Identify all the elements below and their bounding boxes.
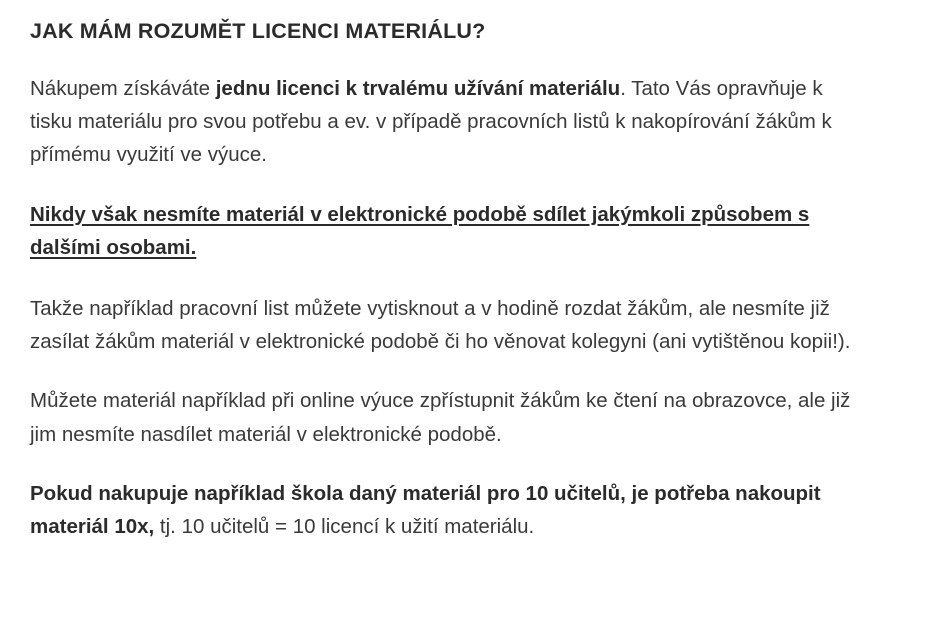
text-segment: Nákupem získáváte	[30, 76, 216, 100]
text-segment: Takže například pracovní list můžete vytisknout a v hodině rozdat žákům, ale nesmíte již zasílat žákům materiál v elektronické podobě či ho věnovat kolegyni (ani vytištěnou kopii!).	[30, 296, 851, 354]
paragraph-p3	[30, 292, 870, 358]
text-segment: . Tato Vás opravňuje k tisku materiálu pro svou potřebu a ev. v případě pracovních listů k nakopírování žákům k přímému využití ve výuce.	[30, 76, 832, 167]
paragraph-p4	[30, 384, 870, 450]
paragraph-p2	[30, 198, 870, 264]
text-segment: Můžete materiál například při online výuce zpřístupnit žákům ke čtení na obrazovce, ale již jim nesmíte nasdílet materiál v elektronické podobě.	[30, 389, 851, 446]
text-segment: Pokud nakupuje například škola daný materiál pro 10 učitelů, je potřeba nakoupit materiál 10x,	[30, 481, 821, 538]
paragraph-p5	[30, 477, 870, 543]
paragraph-p1	[30, 72, 870, 172]
text-segment: jednu licenci k trvalému užívání materiálu	[215, 76, 621, 100]
paragraph-list	[30, 72, 906, 543]
page-title: JAK MÁM ROZUMĚT LICENCI MATERIÁLU?	[30, 19, 486, 43]
text-segment: Nikdy však nesmíte materiál v elektronické podobě sdílet jakýmkoli způsobem s dalšími osobami.	[30, 202, 810, 259]
text-segment: tj. 10 učitelů = 10 licencí k užití materiálu.	[154, 514, 535, 538]
